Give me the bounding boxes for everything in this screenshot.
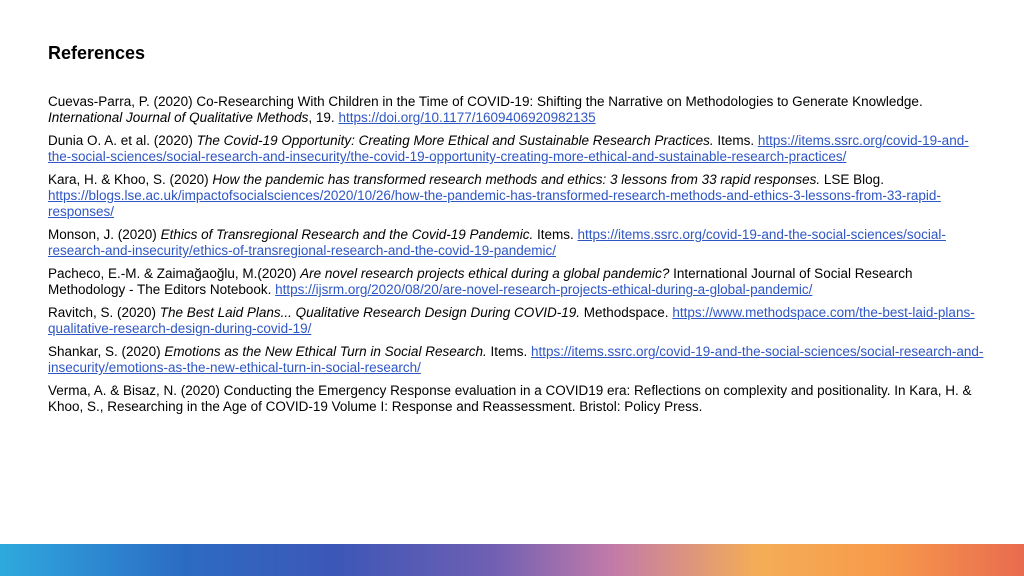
reference-text: Verma, A. & Bisaz, N. (2020) Conducting the Emergency Response evaluation in a COVID19 era: Reflections on complexity and positionality. In Kara, H. & Khoo, S., Researching in the Age of COVID-19 Volume I: Response and Reassessment. Bristol: Policy Press. [48, 383, 972, 414]
reference-text: Cuevas-Parra, P. (2020) Co-Researching With Children in the Time of COVID-19: Shifting the Narrative on Methodologies to Generate Knowledge. [48, 94, 923, 109]
reference-text: Ravitch, S. (2020) [48, 305, 160, 320]
reference-link[interactable]: https://items.ssrc.org/covid-19-and-the-social-sciences/social-research-and-insecurity/emotions-as-the-new-ethical-turn-in-social-research/ [48, 344, 984, 375]
reference-item [48, 344, 988, 376]
reference-item [48, 94, 988, 126]
reference-source: Items. [533, 227, 578, 242]
reference-title: International Journal of Qualitative Methods [48, 110, 309, 125]
reference-link[interactable]: https://items.ssrc.org/covid-19-and-the-social-sciences/social-research-and-insecurity/ethics-of-transregional-research-and-the-covid-19-pandemic/ [48, 227, 946, 258]
reference-item [48, 227, 988, 259]
page-title: References [48, 43, 146, 63]
footer-gradient-bar [0, 544, 1024, 576]
reference-item [48, 133, 988, 165]
reference-text: Pacheco, E.-M. & Zaimağaoğlu, M.(2020) [48, 266, 301, 281]
reference-title: The Covid-19 Opportunity: Creating More Ethical and Sustainable Research Practices. [196, 133, 714, 148]
reference-link[interactable]: https://www.methodspace.com/the-best-laid-plans-qualitative-research-design-during-covid-19/ [48, 305, 975, 336]
reference-link[interactable]: https://doi.org/10.1177/1609406920982135 [338, 110, 596, 125]
reference-text: Monson, J. (2020) [48, 227, 161, 242]
reference-item [48, 305, 988, 337]
reference-title: Are novel research projects ethical during a global pandemic? [300, 266, 670, 281]
reference-text: Shankar, S. (2020) [48, 344, 165, 359]
reference-title: Emotions as the New Ethical Turn in Social Research. [164, 344, 487, 359]
reference-list [48, 94, 988, 422]
reference-title: How the pandemic has transformed research methods and ethics: 3 lessons from 33 rapid responses. [212, 172, 821, 187]
reference-item [48, 172, 988, 220]
reference-source: Items. [713, 133, 758, 148]
reference-source: LSE Blog. [820, 172, 884, 187]
reference-link[interactable]: https://blogs.lse.ac.uk/impactofsocialsciences/2020/10/26/how-the-pandemic-has-transformed-research-methods-and-ethics-3-lessons-from-33-rapid-responses/ [48, 188, 941, 219]
reference-text: Kara, H. & Khoo, S. (2020) [48, 172, 213, 187]
reference-source: , 19. [308, 110, 339, 125]
reference-item [48, 383, 988, 415]
reference-text: Dunia O. A. et al. (2020) [48, 133, 197, 148]
reference-source: Methodspace. [580, 305, 673, 320]
reference-source: International Journal of Social Research Methodology - The Editors Notebook. [48, 266, 913, 297]
reference-item [48, 266, 988, 298]
reference-title: The Best Laid Plans... Qualitative Research Design During COVID-19. [159, 305, 580, 320]
reference-source: Items. [486, 344, 531, 359]
reference-title: Ethics of Transregional Research and the Covid-19 Pandemic. [160, 227, 534, 242]
reference-link[interactable]: https://ijsrm.org/2020/08/20/are-novel-research-projects-ethical-during-a-global-pandemic/ [275, 282, 813, 297]
reference-link[interactable]: https://items.ssrc.org/covid-19-and-the-social-sciences/social-research-and-insecurity/the-covid-19-opportunity-creating-more-ethical-and-sustainable-research-practices/ [48, 133, 969, 164]
